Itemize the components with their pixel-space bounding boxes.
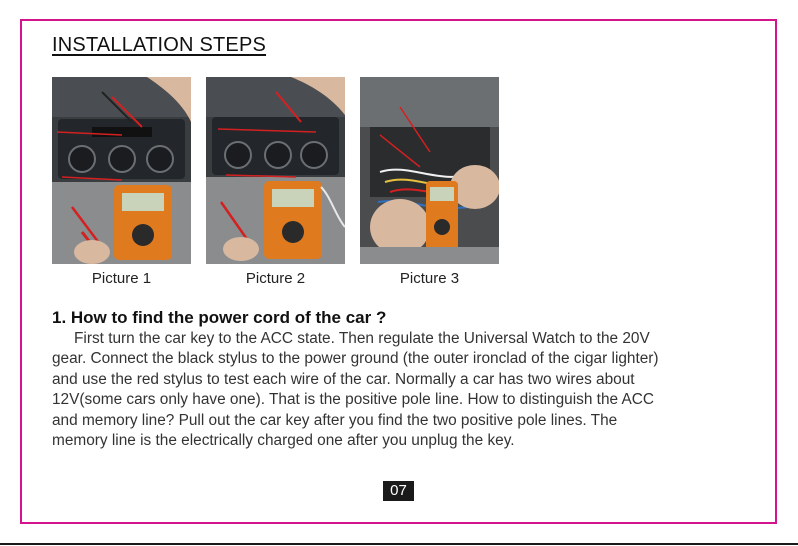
step-body-line: gear. Connect the black stylus to the power ground (the outer ironclad of the cigar lighter) <box>52 350 659 368</box>
page-heading: INSTALLATION STEPS <box>52 34 267 56</box>
bottom-divider <box>0 543 798 545</box>
picture-2-caption: Picture 2 <box>245 270 306 287</box>
step-body <box>52 329 752 451</box>
step-body-line: memory line is the electrically charged one after you unplug the key. <box>52 432 515 450</box>
multimeter-photo-icon <box>206 77 345 264</box>
step-body-line: 12V(some cars only have one). That is the positive pole line. How to distinguish the ACC <box>52 391 654 409</box>
step-body-line: and memory line? Pull out the car key after you find the two positive pole lines. The <box>52 411 618 429</box>
picture-1 <box>52 77 191 264</box>
wire-test-photo-icon <box>360 77 499 264</box>
picture-2 <box>206 77 345 264</box>
page-number: 07 <box>383 481 414 501</box>
picture-1-caption: Picture 1 <box>91 270 152 287</box>
step-body-line: and use the red stylus to test each wire of the car. Normally a car has two wires about <box>52 370 635 388</box>
picture-3-caption: Picture 3 <box>399 270 460 287</box>
step-body-line: First turn the car key to the ACC state. Then regulate the Universal Watch to the 20V <box>74 330 650 347</box>
multimeter-photo-icon <box>52 77 191 264</box>
step-title: 1. How to find the power cord of the car ? <box>52 308 387 327</box>
picture-3 <box>360 77 499 264</box>
